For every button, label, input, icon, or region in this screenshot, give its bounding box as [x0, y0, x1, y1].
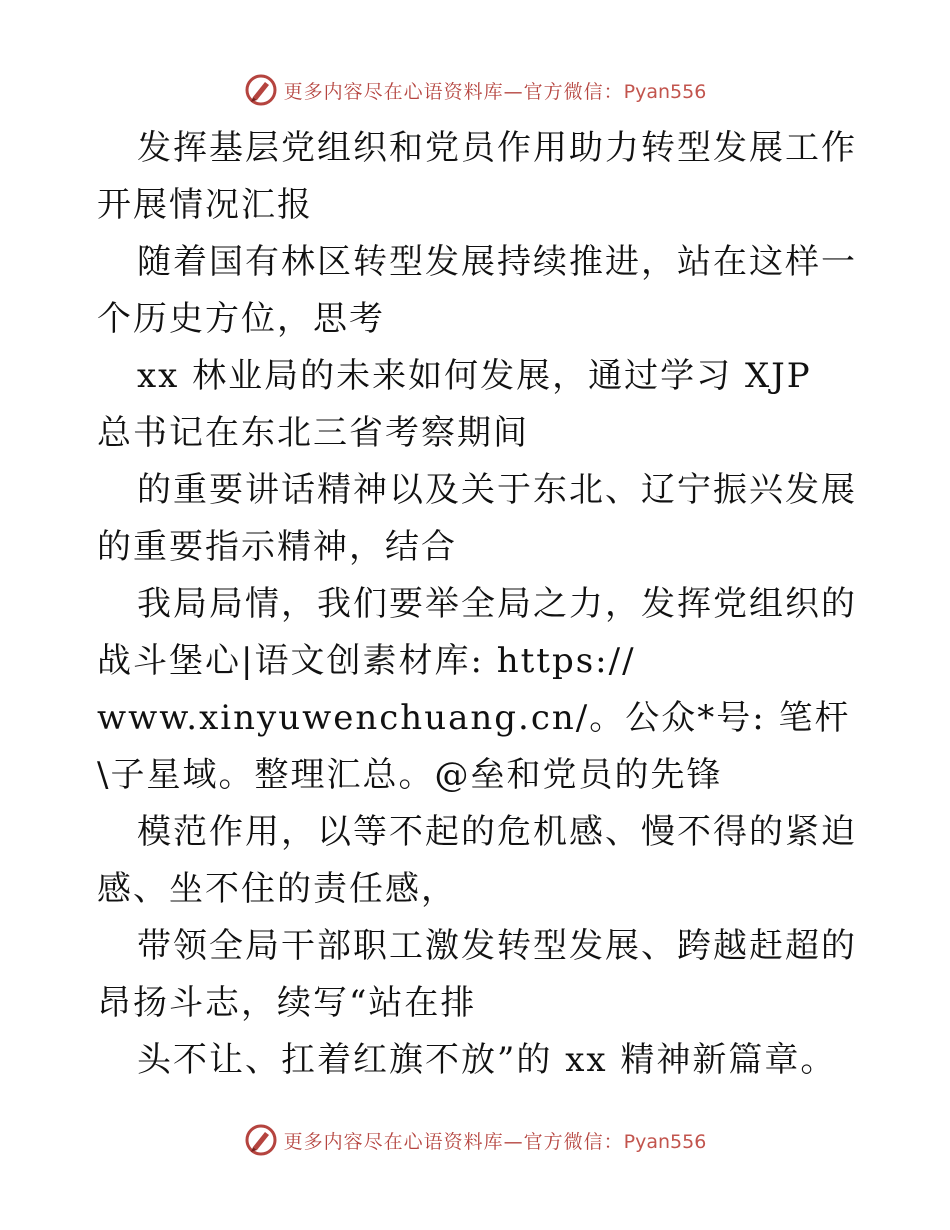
paragraph: xx 林业局的未来如何发展，通过学习 XJP 总书记在东北三省考察期间 [97, 356, 825, 453]
footer-banner [0, 1120, 950, 1160]
paragraph: 模范作用，以等不起的危机感、慢不得的紧迫感、坐不住的责任感， [97, 812, 857, 909]
document-body [97, 120, 857, 1089]
paragraph: 带领全局干部职工激发转型发展、跨越赶超的昂扬斗志，续写“站在排 [97, 926, 857, 1023]
header-banner [0, 70, 950, 110]
footer-banner-text: 更多内容尽在心语资料库—官方微信：Pyan556 [283, 1130, 707, 1153]
paragraph: 随着国有林区转型发展持续推进，站在这样一个历史方位，思考 [97, 242, 857, 339]
pen-circle-logo-icon [244, 1123, 278, 1157]
paragraph: 头不让、扛着红旗不放”的 xx 精神新篇章。 [137, 1040, 837, 1080]
header-banner-handle: Pyan556 [623, 80, 707, 103]
paragraph: 我局局情，我们要举全局之力，发挥党组织的战斗堡心|语文创素材库: https:// www.xinyuwenchuang.cn/。公众*号: 笔杆\子星域。整理汇总。@垒和党员的先锋 [97, 584, 857, 795]
paragraph: 的重要讲话精神以及关于东北、辽宁振兴发展的重要指示精神，结合 [97, 470, 857, 567]
pen-circle-logo-icon [244, 73, 278, 107]
document-title: 发挥基层党组织和党员作用助力转型发展工作开展情况汇报 [97, 128, 857, 225]
header-banner-text: 更多内容尽在心语资料库—官方微信：Pyan556 [283, 80, 707, 103]
footer-banner-handle: Pyan556 [623, 1130, 707, 1153]
